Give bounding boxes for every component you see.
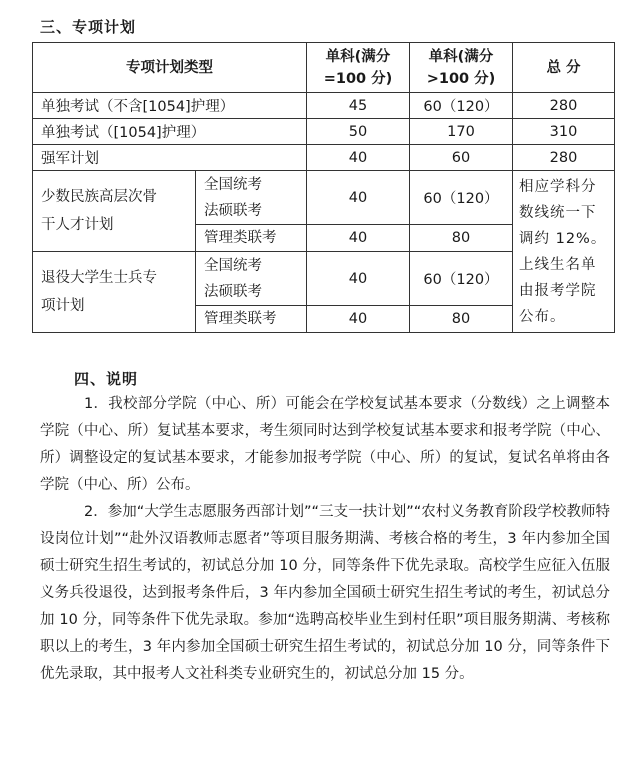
table-row — [33, 171, 615, 225]
cell-single-100: 40 — [307, 225, 410, 252]
cutoff-note: 相应学科分 数线统一下 调约 12%。 上线生名单 由报考学院 公布。 — [513, 171, 615, 333]
section-3-title: 三、专项计划 — [40, 18, 137, 36]
table-row — [33, 93, 615, 119]
paragraph-1: 1．我校部分学院（中心、所）可能会在学校复试基本要求（分数线）之上调整本学院（中心、所）复试基本要求，考生须同时达到学校复试基本要求和报考学院（中心、所）调整设定的复试基本要求，才能参加报考学院（中心、所）的复试，复试名单将由各学院（中心、所）公布。 — [40, 396, 610, 493]
cell-single-100: 40 — [307, 171, 410, 225]
cell-single-gt100: 60 — [410, 145, 513, 171]
group-label-veteran: 退役大学生士兵专 项计划 — [33, 252, 196, 333]
cell-single-100: 40 — [307, 306, 410, 333]
header-plan-type: 专项计划类型 — [33, 43, 307, 93]
cell-single-gt100: 80 — [410, 225, 513, 252]
cell-total: 280 — [513, 145, 615, 171]
sub-label: 管理类联考 — [196, 306, 307, 333]
sub-label: 全国统考 法硕联考 — [196, 171, 307, 225]
row-label: 单独考试（不含[1054]护理） — [33, 93, 307, 119]
header-total: 总 分 — [513, 43, 615, 93]
cell-single-gt100: 80 — [410, 306, 513, 333]
group-label-minority: 少数民族高层次骨 干人才计划 — [33, 171, 196, 252]
table-row — [33, 145, 615, 171]
cell-single-gt100: 170 — [410, 119, 513, 145]
cell-single-100: 40 — [307, 145, 410, 171]
header-single-100: 单科(满分 =100 分) — [307, 43, 410, 93]
cell-single-100: 45 — [307, 93, 410, 119]
sub-label: 管理类联考 — [196, 225, 307, 252]
paragraph-2: 2．参加“大学生志愿服务西部计划”“三支一扶计划”“农村义务教育阶段学校教师特设岗位计划”“赴外汉语教师志愿者”等项目服务期满、考核合格的考生，3 年内参加全国硕士研究生招生考试的，初试总分加 10 分，同等条件下优先录取。高校学生应征入伍服义务兵役退役，达到报考条件后，3 年内参加全国硕士研究生招生考试的考生，初试总分加 10 分，同等条件下优先录取。参加“选聘高校毕业生到村任职”项目服务期满、考核称职以上的考生，3 年内参加全国硕士研究生招生考试的，初试总分加 10 分，同等条件下优先录取，其中报考人文社科类专业研究生的，初试总分加 15 分。 — [40, 504, 610, 682]
table-header-row — [33, 43, 615, 93]
cell-single-100: 50 — [307, 119, 410, 145]
special-plan-table — [32, 42, 615, 333]
row-label: 单独考试（[1054]护理） — [33, 119, 307, 145]
cell-total: 280 — [513, 93, 615, 119]
cell-single-gt100: 60（120） — [410, 171, 513, 225]
row-label: 强军计划 — [33, 145, 307, 171]
header-single-gt100: 单科(满分 >100 分) — [410, 43, 513, 93]
cell-total: 310 — [513, 119, 615, 145]
cell-single-100: 40 — [307, 252, 410, 306]
sub-label: 全国统考 法硕联考 — [196, 252, 307, 306]
table-row — [33, 119, 615, 145]
cell-single-gt100: 60（120） — [410, 93, 513, 119]
section-4-title: 四、说明 — [74, 370, 139, 388]
cell-single-gt100: 60（120） — [410, 252, 513, 306]
